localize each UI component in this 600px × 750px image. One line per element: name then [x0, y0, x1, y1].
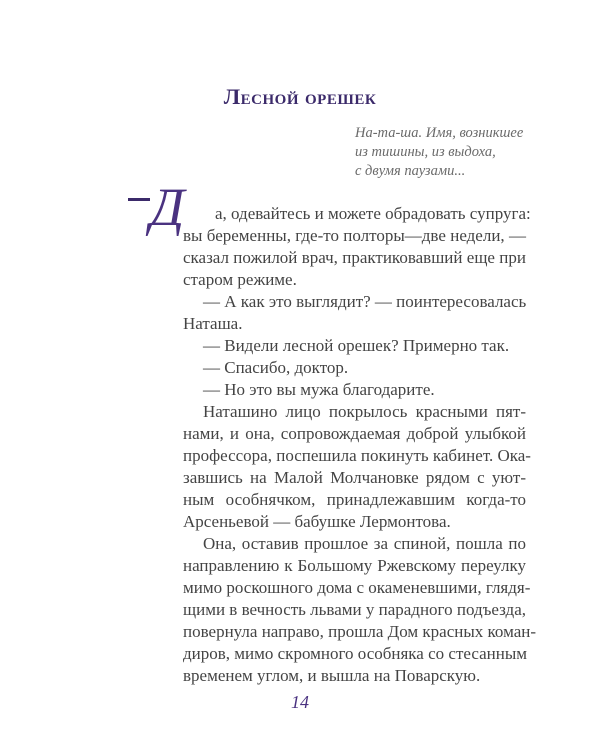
epigraph-line: из тишины, из выдоха,: [355, 144, 496, 160]
text-line: сказал пожилой врач, практиковавший еще при: [183, 248, 526, 267]
text-line: а, одевайтесь и можете обрадовать супруга:: [215, 204, 531, 223]
text-line: — Но это вы мужа благодарите.: [203, 380, 435, 399]
text-line: Арсеньевой — бабушке Лермонтова.: [183, 512, 451, 531]
text-line: диров, мимо скромного особняка со стесанным: [183, 644, 528, 663]
text-line: — Видели лесной орешек? Примерно так.: [203, 336, 510, 355]
text-line: Наташа.: [183, 314, 243, 333]
text-line: щими в вечность львами у парадного подъезда,: [183, 600, 526, 619]
text-line: ным особнячком, принадлежавшим когда-то: [183, 490, 526, 509]
text-line: старом режиме.: [183, 270, 297, 289]
text-line: мимо роскошного дома с окаменевшими, глядя-: [183, 578, 531, 597]
text-line: вы беременны, где-то полторы—две недели, —: [183, 226, 526, 245]
text-line: нами, и она, сопровождаемая доброй улыбкой: [183, 424, 526, 443]
text-line: — Спасибо, доктор.: [203, 358, 349, 377]
text-line: временем углом, и вышла на Поварскую.: [183, 666, 481, 685]
text-line: — А как это выглядит? — поинтересовалась: [203, 292, 527, 311]
page-number: 14: [291, 692, 309, 712]
body-text: [183, 203, 537, 687]
epigraph: [355, 124, 523, 181]
epigraph-line: с двумя паузами...: [355, 163, 466, 179]
text-line: Наташино лицо покрылось красными пят-: [203, 402, 526, 421]
text-line: завшись на Малой Молчановке рядом с уют-: [183, 468, 526, 487]
text-line: направлению к Большому Ржевскому переулку: [183, 556, 526, 575]
chapter-title: Лесной орешек: [223, 84, 377, 109]
text-line: Она, оставив прошлое за спиной, пошла по: [203, 534, 526, 553]
text-line: повернула направо, прошла Дом красных коман-: [183, 622, 537, 641]
dialogue-dash: [128, 198, 150, 201]
epigraph-line: На-та-ша. Имя, возникшее: [355, 125, 524, 141]
text-line: профессора, поспешила покинуть кабинет. Ока-: [183, 446, 531, 465]
drop-cap: Д: [150, 177, 185, 237]
